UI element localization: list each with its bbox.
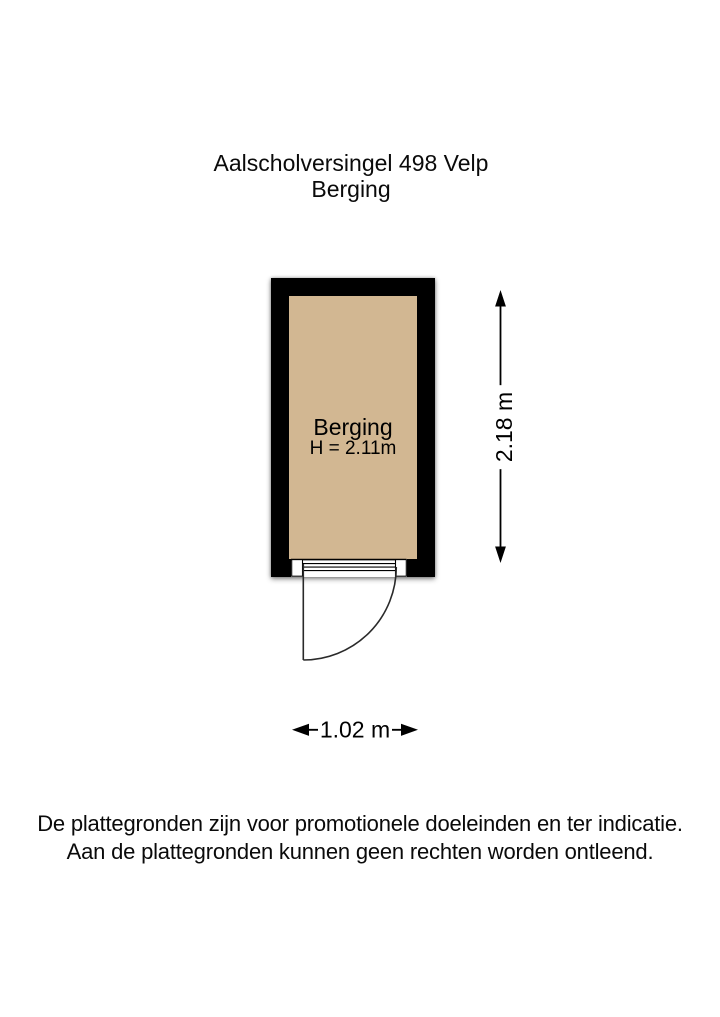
door-swing: [303, 564, 396, 660]
arrow-left-icon: [292, 724, 309, 736]
disclaimer: [0, 810, 720, 865]
room-name: Berging: [313, 414, 393, 440]
door-swing-arc: [303, 567, 396, 660]
dimension-depth-label: 2.18 m: [492, 385, 516, 469]
room-ceiling-height: H = 2.11m: [309, 438, 397, 459]
door-threshold: [291, 559, 407, 577]
page-title: [0, 150, 702, 202]
arrow-right-icon: [401, 724, 418, 736]
room-label: [310, 415, 397, 459]
disclaimer-line-1: De plattegronden zijn voor promotionele doeleinden en ter indicatie.: [37, 811, 683, 836]
title-subtitle: Berging: [311, 176, 391, 202]
title-address: Aalscholversingel 498 Velp: [213, 150, 489, 176]
arrow-down-icon: [495, 547, 506, 564]
dimension-width-label: 1.02 m: [319, 716, 391, 743]
arrow-up-icon: [495, 290, 506, 307]
disclaimer-line-2: Aan de plattegronden kunnen geen rechten worden ontleend.: [66, 838, 654, 864]
